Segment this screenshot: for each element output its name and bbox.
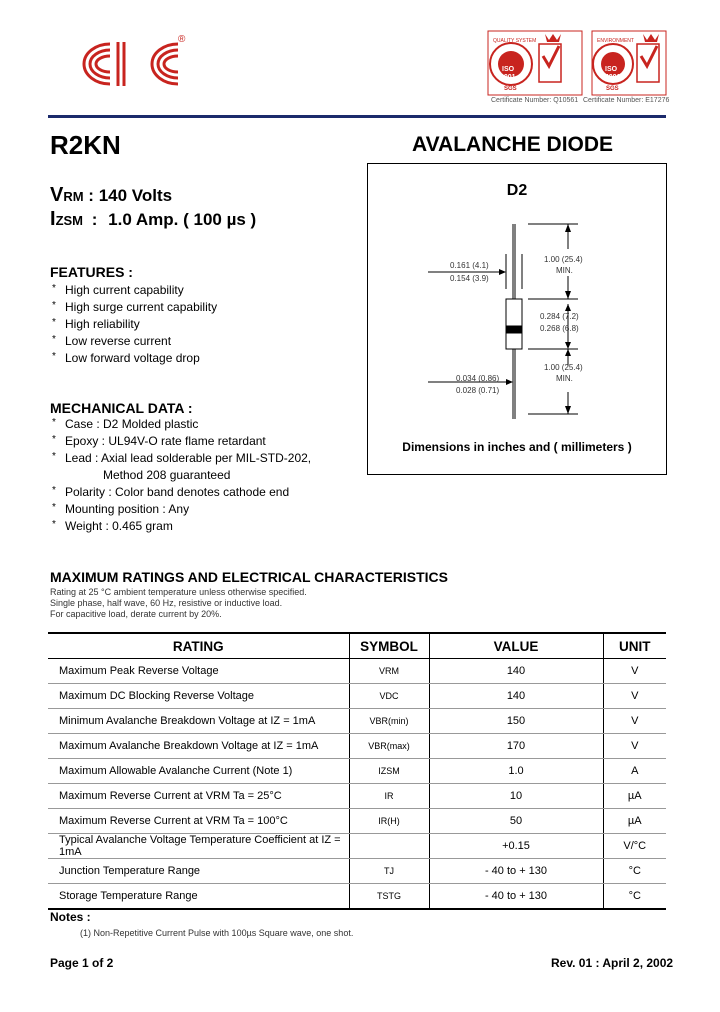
eic-logo [66,36,190,92]
dim-body-min: 0.268 (6.8) [540,324,579,333]
table-row: Junction Temperature Range TJ - 40 to + 130 °C [48,859,666,884]
package-diagram [367,163,667,475]
table-row: Maximum Reverse Current at VRM Ta = 100°C IR(H) 50 µA [48,809,666,834]
cert-code: ISO [605,66,618,73]
device-type: AVALANCHE DIODE [412,133,614,156]
features-list [50,282,350,367]
table-row: Maximum Allowable Avalanche Current (Note 1) IZSM 1.0 A [48,759,666,784]
table-row: Minimum Avalanche Breakdown Voltage at IZ = 1mA VBR(min) 150 V [48,709,666,734]
notes-heading: Notes : [50,910,91,924]
dim-lead-top: 1.00 (25.4) [544,255,583,264]
table-header-row [48,633,666,659]
list-item: * Epoxy : UL94V-O rate flame retardant [52,434,266,448]
col-rating: RATING [48,633,349,659]
features-heading: FEATURES : [50,264,133,280]
list-item: * Case : D2 Molded plastic [52,417,199,431]
cert-sub: SGS [606,86,619,92]
revision: Rev. 01 : April 2, 2002 [551,956,674,970]
table-row: Maximum Reverse Current at VRM Ta = 25°C IR 10 µA [48,784,666,809]
dim-body-max: 0.284 (7.2) [540,312,579,321]
cert-code: ISO [502,66,515,73]
dim-diameter-max: 0.161 (4.1) [450,261,489,270]
list-item: * Low reverse current [52,334,172,348]
note-item: (1) Non-Repetitive Current Pulse with 100µs Square wave, one shot. [80,928,354,938]
dim-lead-bottom-min: MIN. [556,374,573,383]
dim-diameter-min: 0.154 (3.9) [450,274,489,283]
package-title: D2 [506,182,528,199]
list-item: * Polarity : Color band denotes cathode end [52,485,290,499]
part-number: R2KN [50,130,121,160]
dimensions-caption: Dimensions in inches and ( millimeters ) [402,440,632,454]
page-number: Page 1 of 2 [50,956,114,970]
list-item: * High current capability [52,283,184,297]
list-item: * Lead : Axial lead solderable per MIL-STD-202, [52,451,312,465]
dim-lead-top-min: MIN. [556,266,573,275]
vrm-value: 140 Volts [98,186,173,205]
list-item: * Low forward voltage drop [52,351,200,365]
registered-mark: ® [178,34,186,45]
diode-outline [368,164,666,474]
ratings-note: Rating at 25 °C ambient temperature unless otherwise specified. [50,587,307,597]
cert-caption-9001: Certificate Number: Q10561 [491,97,579,104]
col-value: VALUE [429,633,603,659]
table-row: Maximum Peak Reverse Voltage VRM 140 V [48,659,666,684]
dim-wire-max: 0.034 (0.86) [456,374,500,383]
dim-lead-bottom: 1.00 (25.4) [544,363,583,372]
ratings-note: For capacitive load, derate current by 20%. [50,609,222,619]
izsm-sep: : [91,210,98,229]
cert-number: 14001 [601,74,621,81]
cert-ring-text: ENVIRONMENT [597,38,634,44]
dim-wire-min: 0.028 (0.71) [456,386,500,395]
list-item-continuation: Method 208 guaranteed [103,468,231,482]
izsm-spec [50,208,256,231]
list-item: * Weight : 0.465 gram [52,519,173,533]
ratings-table [48,632,666,910]
izsm-sub: ZSM [55,213,84,228]
col-symbol: SYMBOL [349,633,429,659]
izsm-letter: I [50,208,56,230]
vrm-letter: V [50,184,64,206]
mechanical-list [50,416,360,535]
mechanical-heading: MECHANICAL DATA : [50,400,193,416]
list-item: * Mounting position : Any [52,502,190,516]
ratings-heading: MAXIMUM RATINGS AND ELECTRICAL CHARACTERISTICS [50,569,448,585]
cert-number: 9001 [500,74,516,81]
table-row: Typical Avalanche Voltage Temperature Coefficient at IZ = 1mA +0.15 V/°C [48,834,666,859]
table-row: Maximum DC Blocking Reverse Voltage VDC 140 V [48,684,666,709]
izsm-value: 1.0 Amp. ( 100 µs ) [108,210,257,229]
table-row: Maximum Avalanche Breakdown Voltage at IZ = 1mA VBR(max) 170 V [48,734,666,759]
list-item: * High reliability [52,317,140,331]
vrm-sep: : [88,186,94,205]
cert-ring-text: QUALITY SYSTEM [493,38,537,44]
header-rule [48,115,666,118]
list-item: * High surge current capability [52,300,218,314]
vrm-sub: RM [63,189,84,204]
vrm-spec [50,184,172,207]
col-unit: UNIT [603,633,666,659]
cert-sub: SGS [504,86,517,92]
cert-caption-14001: Certificate Number: E17276 [583,97,670,104]
ratings-note: Single phase, half wave, 60 Hz, resistive or inductive load. [50,598,283,608]
table-row: Storage Temperature Range TSTG - 40 to + 130 °C [48,884,666,910]
